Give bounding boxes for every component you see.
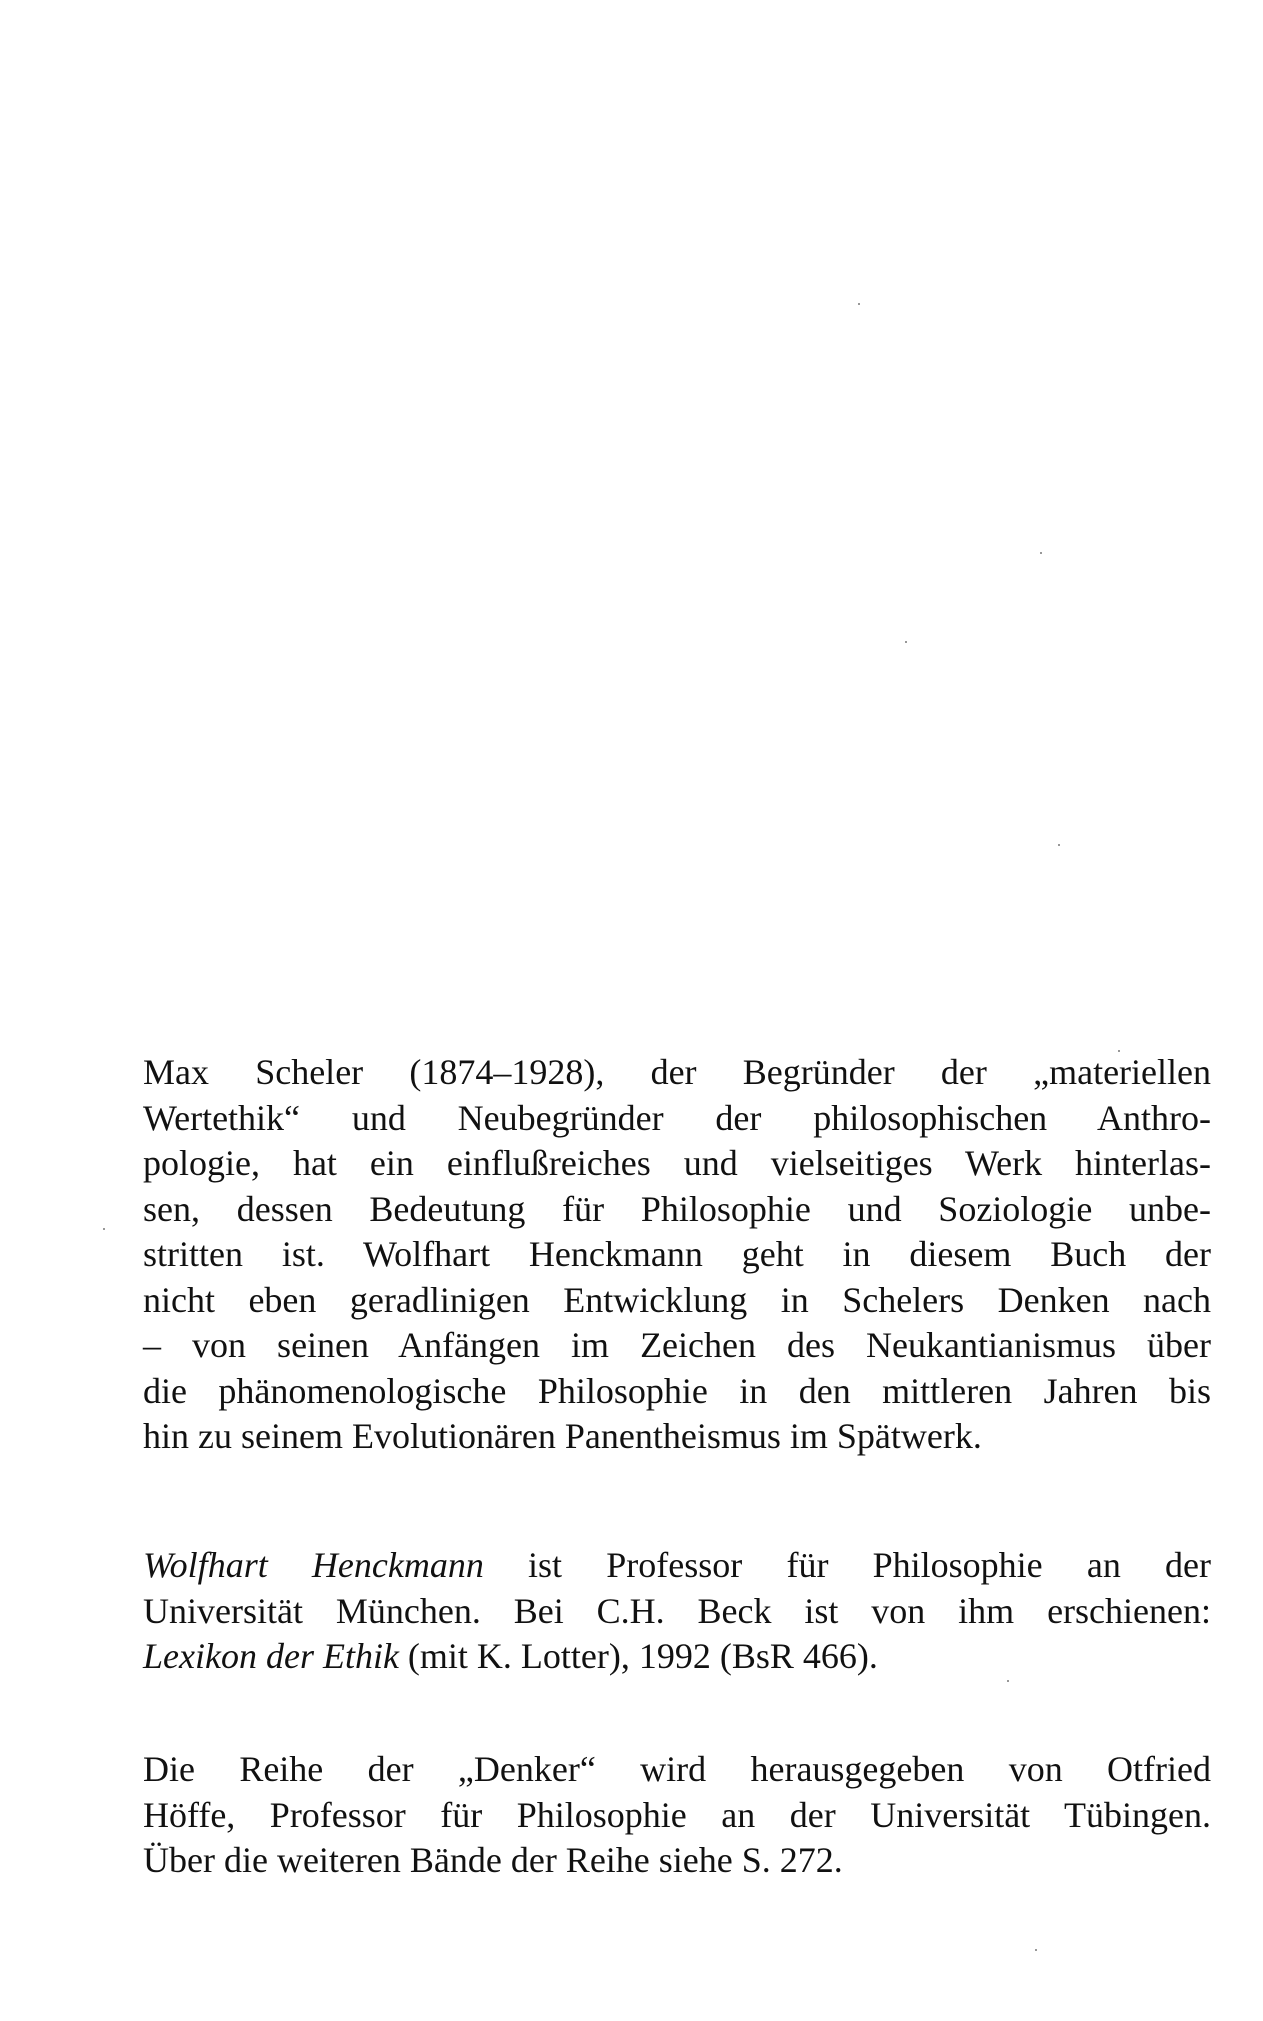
- text-line: pologie, hat ein einflußreiches und vielseitiges Werk hinterlas-: [143, 1143, 1211, 1183]
- scan-speck: [1007, 1680, 1009, 1682]
- text-line: Universität München. Bei C.H. Beck ist von ihm erschienen:: [143, 1590, 1211, 1631]
- scan-speck: [905, 641, 907, 643]
- scan-speck: [858, 303, 860, 305]
- text-line: [143, 1634, 1211, 1680]
- scan-speck: [1058, 844, 1060, 846]
- author-paragraph: [143, 1543, 1211, 1680]
- text-line: Wertethik“ und Neubegründer der philosophischen Anthro-: [143, 1097, 1211, 1138]
- description-paragraph: [143, 1050, 1211, 1460]
- scan-speck: [103, 1228, 105, 1230]
- text-line: sen, dessen Bedeutung für Philosophie und Soziologie unbe-: [143, 1188, 1211, 1229]
- text-line: [143, 1543, 1211, 1589]
- scan-speck: [1040, 552, 1042, 554]
- text-line: nicht eben geradlinigen Entwicklung in Schelers Denken nach: [143, 1279, 1211, 1320]
- text-line: die phänomenologische Philosophie in den mittleren Jahren bis: [143, 1370, 1211, 1411]
- text-line: – von seinen Anfängen im Zeichen des Neukantianismus über: [143, 1325, 1211, 1365]
- scan-speck: [1035, 1949, 1037, 1951]
- text-line: Die Reihe der „Denker“ wird herausgegeben von Otfried: [143, 1749, 1211, 1789]
- author-name: Wolfhart Henckmann: [143, 1545, 484, 1585]
- text-line: Über die weiteren Bände der Reihe siehe S. 272.: [143, 1840, 843, 1880]
- book-details: (mit K. Lotter), 1992 (BsR 466).: [398, 1636, 878, 1676]
- text-line: stritten ist. Wolfhart Henckmann geht in diesem Buch der: [143, 1234, 1211, 1274]
- text-line: Max Scheler (1874–1928), der Begründer der „materiellen: [143, 1052, 1211, 1092]
- text-line: hin zu seinem Evolutionären Panentheismus im Spätwerk.: [143, 1416, 982, 1456]
- book-title: Lexikon der Ethik: [143, 1636, 399, 1676]
- author-line-rest: ist Professor für Philosophie an der: [483, 1545, 1211, 1585]
- series-paragraph: [143, 1747, 1211, 1884]
- text-line: Höffe, Professor für Philosophie an der Universität Tübingen.: [143, 1794, 1211, 1835]
